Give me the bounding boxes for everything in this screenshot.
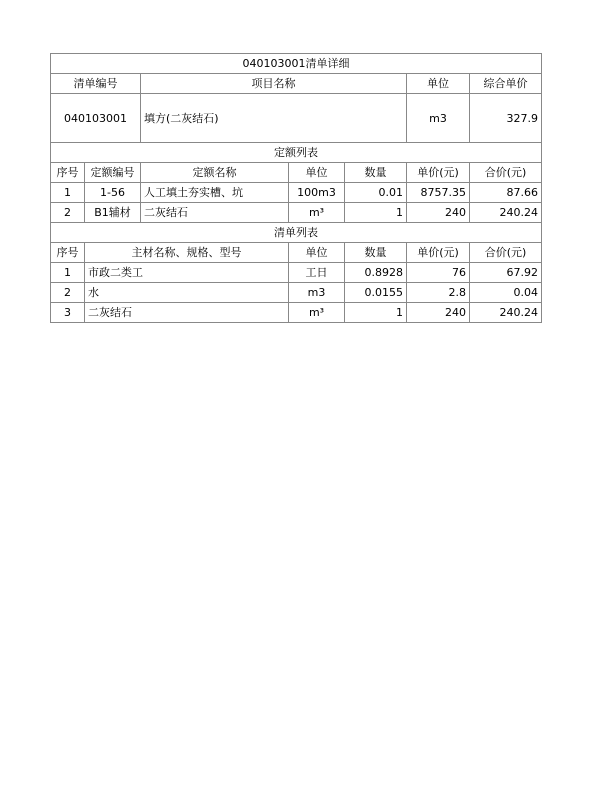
quota-total-header: 合价(元) — [470, 163, 542, 183]
bill-name-header: 项目名称 — [141, 74, 407, 94]
quota-seq-header: 序号 — [51, 163, 85, 183]
quota-unit: m³ — [289, 203, 345, 223]
bill-code: 040103001 — [51, 94, 141, 143]
quota-price-header: 单价(元) — [407, 163, 470, 183]
table-row — [51, 303, 542, 323]
material-unit: m3 — [289, 283, 345, 303]
material-qty: 0.0155 — [345, 283, 407, 303]
quota-total: 87.66 — [470, 183, 542, 203]
quota-total: 240.24 — [470, 203, 542, 223]
quota-name-header: 定额名称 — [141, 163, 289, 183]
quota-section-row — [51, 143, 542, 163]
bill-price-header: 综合单价 — [470, 74, 542, 94]
table-row — [51, 183, 542, 203]
bill-code-header: 清单编号 — [51, 74, 141, 94]
material-total-header: 合价(元) — [470, 243, 542, 263]
material-seq: 2 — [51, 283, 85, 303]
material-name: 市政二类工 — [85, 263, 289, 283]
material-qty: 1 — [345, 303, 407, 323]
quota-qty: 0.01 — [345, 183, 407, 203]
quota-section-title: 定额列表 — [51, 143, 542, 163]
material-price: 2.8 — [407, 283, 470, 303]
bill-price: 327.9 — [470, 94, 542, 143]
quota-qty-header: 数量 — [345, 163, 407, 183]
bill-row — [51, 94, 542, 143]
bill-unit-header: 单位 — [407, 74, 470, 94]
material-price-header: 单价(元) — [407, 243, 470, 263]
quota-unit: 100m3 — [289, 183, 345, 203]
title-row — [51, 54, 542, 74]
table-row — [51, 283, 542, 303]
material-seq: 3 — [51, 303, 85, 323]
material-name: 二灰结石 — [85, 303, 289, 323]
quota-price: 240 — [407, 203, 470, 223]
material-total: 0.04 — [470, 283, 542, 303]
quota-qty: 1 — [345, 203, 407, 223]
material-price: 240 — [407, 303, 470, 323]
quota-name: 二灰结石 — [141, 203, 289, 223]
bill-name: 填方(二灰结石) — [141, 94, 407, 143]
material-section-title: 清单列表 — [51, 223, 542, 243]
table-title: 040103001清单详细 — [51, 54, 542, 74]
material-section-row — [51, 223, 542, 243]
quota-code: 1-56 — [85, 183, 141, 203]
material-unit-header: 单位 — [289, 243, 345, 263]
bill-unit: m3 — [407, 94, 470, 143]
material-total: 67.92 — [470, 263, 542, 283]
bill-detail-table — [50, 53, 542, 323]
quota-code-header: 定额编号 — [85, 163, 141, 183]
quota-unit-header: 单位 — [289, 163, 345, 183]
material-seq: 1 — [51, 263, 85, 283]
material-unit: m³ — [289, 303, 345, 323]
table-row — [51, 263, 542, 283]
material-seq-header: 序号 — [51, 243, 85, 263]
material-unit: 工日 — [289, 263, 345, 283]
material-price: 76 — [407, 263, 470, 283]
quota-code: B1辅材 — [85, 203, 141, 223]
material-name-header: 主材名称、规格、型号 — [85, 243, 289, 263]
bill-header-row — [51, 74, 542, 94]
material-qty: 0.8928 — [345, 263, 407, 283]
material-qty-header: 数量 — [345, 243, 407, 263]
quota-seq: 1 — [51, 183, 85, 203]
material-name: 水 — [85, 283, 289, 303]
material-total: 240.24 — [470, 303, 542, 323]
quota-name: 人工填土夯实槽、坑 — [141, 183, 289, 203]
quota-header-row — [51, 163, 542, 183]
material-header-row — [51, 243, 542, 263]
quota-seq: 2 — [51, 203, 85, 223]
quota-price: 8757.35 — [407, 183, 470, 203]
table-row — [51, 203, 542, 223]
